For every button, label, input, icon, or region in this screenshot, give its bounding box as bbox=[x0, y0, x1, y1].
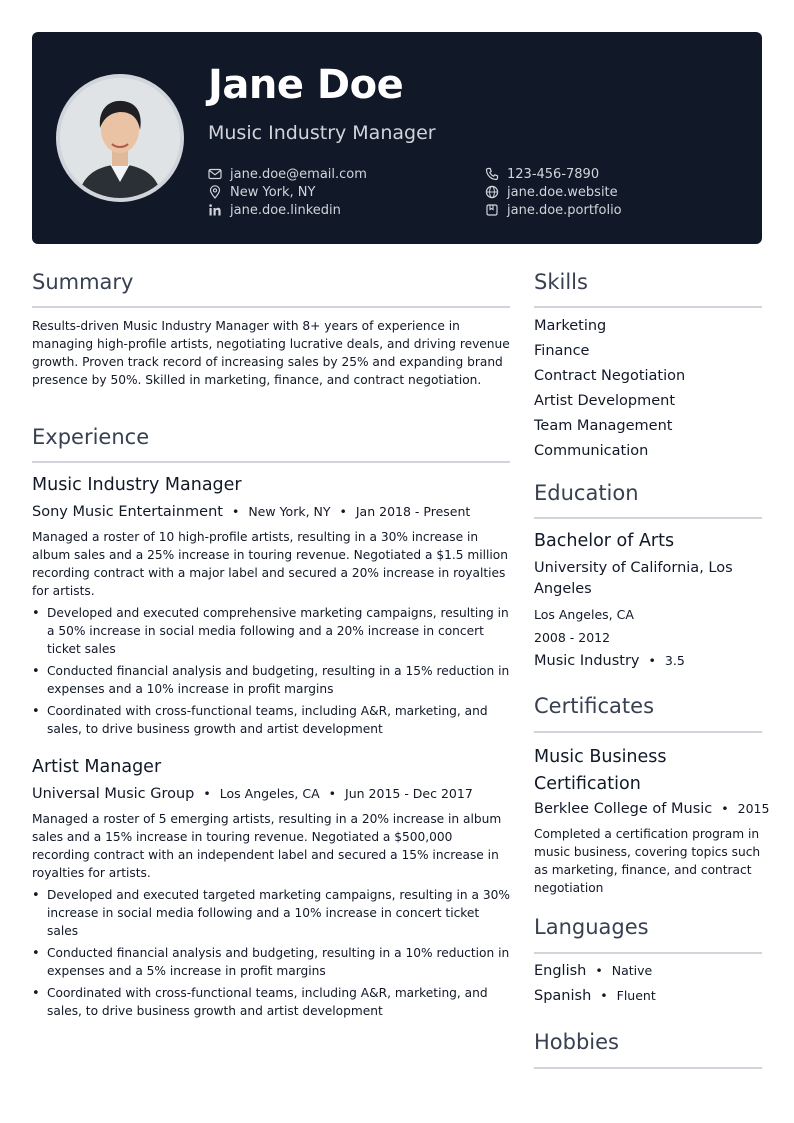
certificate-issuer-row: Berklee College of Music • 2015 bbox=[534, 801, 770, 817]
language-name: Spanish bbox=[534, 988, 592, 1004]
profile-photo bbox=[60, 78, 180, 198]
contact-email[interactable] bbox=[208, 165, 367, 183]
language-item: English • Native bbox=[534, 963, 653, 979]
contact-portfolio[interactable] bbox=[485, 201, 622, 219]
list-item: • Conducted financial analysis and budgeting, resulting in a 15% reduction in expenses and a 10% increase in profit margins bbox=[32, 662, 510, 698]
map-pin-icon bbox=[208, 185, 222, 199]
hobbies-heading: Hobbies bbox=[534, 1030, 619, 1054]
job-bullets bbox=[32, 886, 510, 1024]
resume-header bbox=[32, 32, 762, 244]
skill-item: Communication bbox=[534, 443, 649, 459]
summary-heading: Summary bbox=[32, 270, 134, 294]
job-company: Universal Music Group bbox=[32, 786, 195, 802]
skill-item: Contract Negotiation bbox=[534, 368, 686, 384]
avatar bbox=[56, 74, 184, 202]
contact-linkedin[interactable] bbox=[208, 201, 341, 219]
website-text: jane.doe.website bbox=[507, 184, 618, 200]
email-text: jane.doe@email.com bbox=[230, 166, 367, 182]
linkedin-text: jane.doe.linkedin bbox=[230, 202, 341, 218]
certificate-issuer: Berklee College of Music bbox=[534, 801, 713, 817]
language-item: Spanish • Fluent bbox=[534, 988, 656, 1004]
skill-item: Marketing bbox=[534, 318, 607, 334]
skill-item: Artist Development bbox=[534, 393, 676, 409]
skills-divider bbox=[534, 306, 762, 308]
candidate-name: Jane Doe bbox=[208, 62, 404, 108]
language-name: English bbox=[534, 963, 587, 979]
summary-text: Results-driven Music Industry Manager with 8+ years of experience in managing high-profile artists, negotiating lucrative deals, and driving revenue growth. Proven track record of increasing sales by 25% and expanding brand presence by 50%. Skilled in marketing, finance, and contract negotiation. bbox=[32, 319, 510, 387]
summary-divider bbox=[32, 306, 510, 308]
job-bullets bbox=[32, 604, 510, 742]
job-company: Sony Music Entertainment bbox=[32, 504, 223, 520]
skills-heading: Skills bbox=[534, 270, 588, 294]
experience-heading: Experience bbox=[32, 425, 150, 449]
certificate-description: Completed a certification program in music business, covering topics such as marketing, finance, and contract negotiation bbox=[534, 827, 761, 895]
education-dates: 2008 - 2012 bbox=[534, 630, 611, 645]
languages-heading: Languages bbox=[534, 915, 649, 939]
envelope-icon bbox=[208, 167, 222, 181]
job-description: Managed a roster of 10 high-profile artists, resulting in a 30% increase in album sales and a 25% increase in touring revenue. Negotiated a $1.5 million recording contract with a major label and secured a 20% increase in royalties for artists. bbox=[32, 530, 508, 598]
portfolio-text: jane.doe.portfolio bbox=[507, 202, 622, 218]
skill-item: Team Management bbox=[534, 418, 673, 434]
education-field: Music Industry bbox=[534, 653, 640, 669]
skill-item: Finance bbox=[534, 343, 590, 359]
job-dates: Jan 2018 - Present bbox=[355, 504, 471, 519]
contact-website[interactable] bbox=[485, 183, 618, 201]
education-degree: Bachelor of Arts bbox=[534, 531, 675, 551]
certificates-heading: Certificates bbox=[534, 694, 655, 718]
list-item: • Coordinated with cross-functional teams, including A&R, marketing, and sales, to drive business growth and artist development bbox=[32, 702, 510, 738]
candidate-role: Music Industry Manager bbox=[208, 122, 436, 144]
job-location: New York, NY bbox=[248, 504, 331, 519]
phone-text: 123-456-7890 bbox=[507, 166, 600, 182]
list-item: • Developed and executed comprehensive marketing campaigns, resulting in a 50% increase in social media following and a 20% increase in concert ticket sales bbox=[32, 604, 510, 658]
certificate-year: 2015 bbox=[737, 801, 770, 816]
job-description: Managed a roster of 5 emerging artists, resulting in a 20% increase in album sales and a 15% increase in touring revenue. Negotiated a $500,000 recording contract with an independent label and secured a 15% increase in royalties for artists. bbox=[32, 812, 502, 880]
contact-phone[interactable] bbox=[485, 165, 599, 183]
education-school: University of California, Los Angeles bbox=[534, 560, 733, 597]
certificate-name: Music Business Certification bbox=[534, 747, 667, 794]
education-divider bbox=[534, 517, 762, 519]
list-item: • Coordinated with cross-functional teams, including A&R, marketing, and sales, to drive business growth and artist development bbox=[32, 984, 510, 1020]
job-dates: Jun 2015 - Dec 2017 bbox=[345, 786, 473, 801]
job-meta: Universal Music Group • Los Angeles, CA • Jun 2015 - Dec 2017 bbox=[32, 786, 473, 802]
education-heading: Education bbox=[534, 481, 639, 505]
experience-divider bbox=[32, 461, 510, 463]
phone-icon bbox=[485, 167, 499, 181]
language-level: Fluent bbox=[616, 988, 656, 1003]
location-text: New York, NY bbox=[230, 184, 316, 200]
job-title: Music Industry Manager bbox=[32, 475, 242, 495]
hobbies-divider bbox=[534, 1067, 762, 1069]
portfolio-icon bbox=[485, 203, 499, 217]
languages-divider bbox=[534, 952, 762, 954]
globe-icon bbox=[485, 185, 499, 199]
language-level: Native bbox=[611, 963, 653, 978]
education-field-row: Music Industry • 3.5 bbox=[534, 653, 685, 669]
list-item: • Conducted financial analysis and budgeting, resulting in a 10% reduction in expenses and a 5% increase in profit margins bbox=[32, 944, 510, 980]
list-item: • Developed and executed targeted marketing campaigns, resulting in a 30% increase in social media following and a 10% increase in concert ticket sales bbox=[32, 886, 510, 940]
contact-location bbox=[208, 183, 315, 201]
linkedin-icon bbox=[208, 203, 222, 217]
education-location: Los Angeles, CA bbox=[534, 607, 634, 622]
job-title: Artist Manager bbox=[32, 757, 162, 777]
certificates-divider bbox=[534, 731, 762, 733]
job-location: Los Angeles, CA bbox=[219, 786, 320, 801]
job-meta: Sony Music Entertainment • New York, NY • Jan 2018 - Present bbox=[32, 504, 471, 520]
education-gpa: 3.5 bbox=[664, 653, 685, 668]
